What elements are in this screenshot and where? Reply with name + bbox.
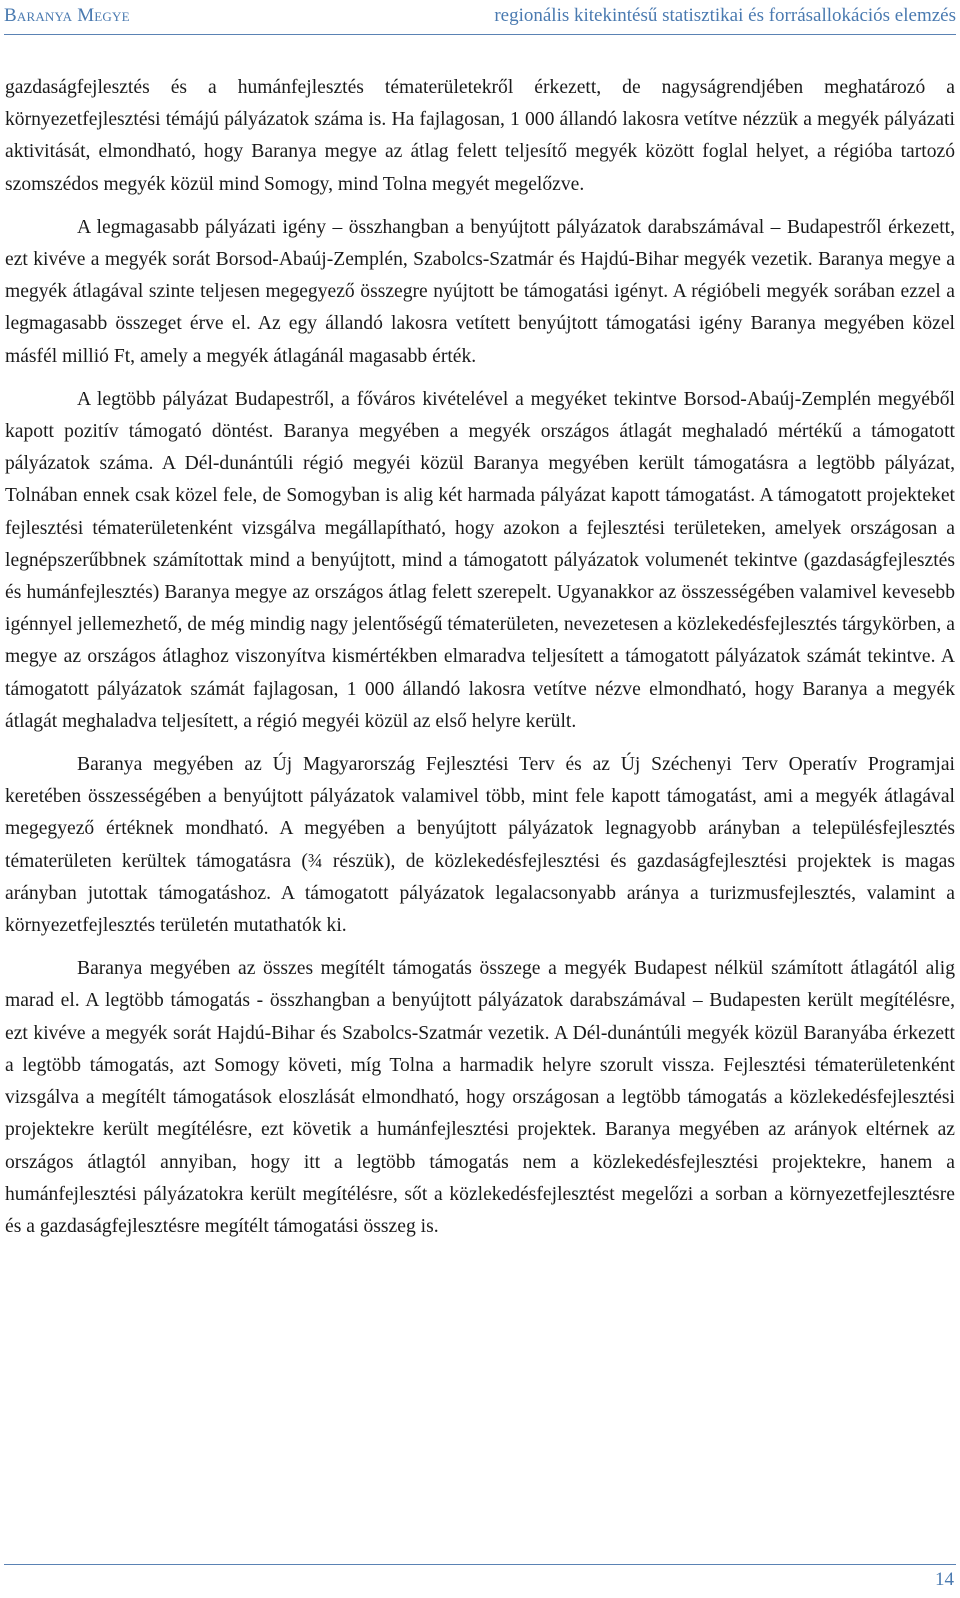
paragraph-support-rate: Baranya megyében az Új Magyarország Fejlesztési Terv és az Új Széchenyi Terv Operatív Programjai keretében összességében a benyújtott pályázatok valamivel több, mint fele kapott támogatást, ami a megyék átlagával megegyező értéknek mondható. A megyében a benyújtott pályázatok legnagyobb arányban a településfejlesztés tématerületen kerültek támogatásra (¾ részük), de közlekedésfejlesztési és gazdaságfejlesztési projektek is magas arányban jutottak támogatáshoz. A támogatott pályázatok legalacsonyabb aránya a turizmusfejlesztés, valamint a környezetfejlesztés területén mutathatók ki.	[5, 754, 955, 937]
paragraph-application-demand: A legmagasabb pályázati igény – összhangban a benyújtott pályázatok darabszámával – Budapestről érkezett, ezt kivéve a megyék sorát Borsod-Abaúj-Zemplén, Szabolcs-Szatmár és Hajdú-Bihar megyék vezetik. Baranya megye a megyék átlagával szinte teljesen megegyező összegre nyújtott be támogatási igényt. A régióbeli megyék sorában ezzel a legmagasabb összeget érve el. Az egy állandó lakosra vetített benyújtott támogatási igény Baranya megyében közel másfél millió Ft, amely a megyék átlagánál magasabb érték.	[5, 216, 955, 367]
header-document-title: regionális kitekintésű statisztikai és forrásallokációs elemzés	[494, 5, 956, 26]
document-body	[5, 72, 955, 1254]
paragraph-supported-applications: A legtöbb pályázat Budapestről, a főváros kivételével a megyéket tekintve Borsod-Abaúj-Zemplén megyéből kapott pozitív támogató döntést. Baranya megyében a megyék országos átlagát meghaladó mértékű a támogatott pályázatok száma. A Dél-dunántúli régió megyéi közül Baranya megyében került támogatásra a legtöbb pályázat, Tolnában ennek csak közel fele, de Somogyban is alig két harmada pályázat kapott támogatást. A támogatott projekteket fejlesztési tématerületenként vizsgálva megállapítható, hogy azokon a fejlesztési területeken, amelyek országosan a legnépszerűbbnek számítottak mind a benyújtott, mind a támogatott pályázatok volumenét tekintve (gazdaságfejlesztés és humánfejlesztés) Baranya megye az országos átlag felett szerepelt. Ugyanakkor az összességében valamivel kevesebb igénnyel jellemezhető, de még mindig nagy jelentőségű tématerületen, nevezetesen a közlekedésfejlesztés tárgykörben, a megye az országos átlaghoz viszonyítva kismértékben elmaradva teljesített a támogatott pályázatok számát tekintve. A támogatott pályázatok számát fajlagosan, 1 000 állandó lakosra vetítve nézve elmondható, hogy Baranya a megyék átlagát meghaladva teljesített, a régió megyéi közül az első helyre került.	[5, 388, 955, 732]
page-header	[4, 0, 956, 35]
header-county-title: Baranya Megye	[4, 5, 130, 26]
page-footer	[4, 1564, 956, 1598]
paragraph-awarded-support: Baranya megyében az összes megítélt támogatás összege a megyék Budapest nélkül számított átlagától alig marad el. A legtöbb támogatás - összhangban a benyújtott pályázatok darabszámával – Budapesten került megítélésre, ezt kivéve a megyék sorát Hajdú-Bihar és Szabolcs-Szatmár vezetik. A Dél-dunántúli megyék közül Baranyába érkezett a legtöbb támogatás, azt Somogy követi, míg Tolna a harmadik helyre szorult vissza. Fejlesztési tématerületenként vizsgálva a megítélt támogatások eloszlását elmondható, hogy országosan a legtöbb támogatás a közlekedésfejlesztési projektekre került megítélésre, ezt követik a humánfejlesztési projektek. Baranya megyében az arányok eltérnek az országos átlagtól annyiban, hogy itt a legtöbb támogatás nem a közlekedésfejlesztési projektekre, hanem a humánfejlesztési pályázatokra került megítélésre, sőt a közlekedésfejlesztést megelőzi a sorban a környezetfejlesztésre és a gazdaságfejlesztésre megítélt támogatási összeg is.	[5, 958, 955, 1237]
page-number: 14	[935, 1569, 954, 1590]
paragraph-continuation: gazdaságfejlesztés és a humánfejlesztés tématerületekről érkezett, de nagyságrendjében meghatározó a környezetfejlesztési témájú pályázatok száma is. Ha fajlagosan, 1 000 állandó lakosra vetítve nézzük a megyék pályázati aktivitását, elmondható, hogy Baranya megye az átlag felett teljesítő megyék között foglal helyet, a régióba tartozó szomszédos megyék közül mind Somogy, mind Tolna megyét megelőzve.	[5, 77, 955, 195]
